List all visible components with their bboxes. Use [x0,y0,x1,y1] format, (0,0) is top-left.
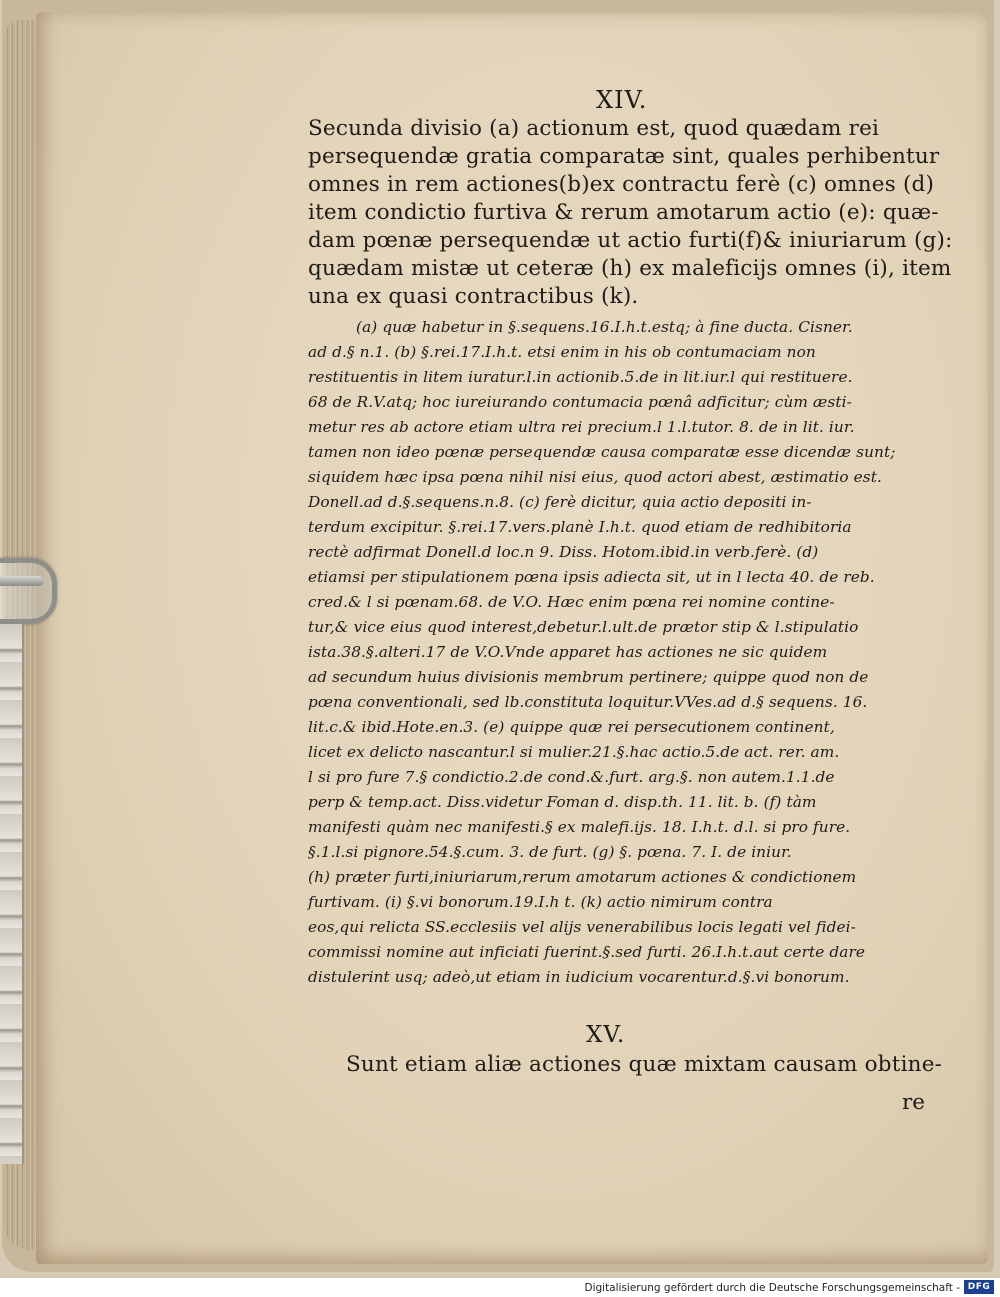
footnote-line: rectè adfirmat Donell.d loc.n 9. Diss. Hotom.ibid.in verb.ferè. (d) [308,543,819,561]
page-text [36,12,988,1264]
paper-clip [0,558,57,624]
body-line: una ex quasi contractibus (k). [308,284,639,309]
footnote-line: distulerint usq; adeò,ut etiam in iudicium vocarentur.d.§.vi bonorum. [308,968,850,986]
footnote-line: tur,& vice eius quod interest,debetur.l.ult.de prætor stip & l.stipulatio [308,618,859,636]
footnote-line: commissi nomine aut inficiati fuerint.§.sed furti. 26.I.h.t.aut certe dare [308,943,866,961]
footnote-line: §.1.l.si pignore.54.§.cum. 3. de furt. (g) §. pœna. 7. I. de iniur. [308,843,792,861]
footnote-line: licet ex delicto nascantur.l si mulier.21.§.hac actio.5.de act. rer. am. [308,743,840,761]
footnote-line: lit.c.& ibid.Hote.en.3. (e) quippe quæ rei persecutionem continent, [308,718,835,736]
footnote-line: etiamsi per stipulationem pœna ipsis adiecta sit, ut in l lecta 40. de reb. [308,568,875,586]
footnote-line: Donell.ad d.§.sequens.n.8. (c) ferè dicitur, quia actio depositi in- [308,493,812,511]
footnote-line: ad d.§ n.1. (b) §.rei.17.I.h.t. etsi enim in his ob contumaciam non [308,343,816,361]
footnote-line: 68 de R.V.atq; hoc iureiurando contumacia pœnâ adficitur; cùm æsti- [308,393,852,411]
body-line: omnes in rem actiones(b)ex contractu ferè (c) omnes (d) [308,172,935,197]
page-sheet [36,12,988,1264]
binding-tabs [0,624,24,1164]
footnote-line: (h) præter furti,iniuriarum,rerum amotarum actiones & condictionem [308,868,857,886]
footnote-line: pœna conventionali, sed lb.constituta loquitur.VVes.ad d.§ sequens. 16. [308,693,868,711]
footnote-line: perp & temp.act. Diss.videtur Foman d. disp.th. 11. lit. b. (f) tàm [308,793,817,811]
dfg-logo-icon: DFG [964,1280,994,1294]
paper-clip-bar [0,576,44,586]
footnote-line: metur res ab actore etiam ultra rei precium.l 1.l.tutor. 8. de in lit. iur. [308,418,855,436]
footnote-line: terdum excipitur. §.rei.17.vers.planè I.h.t. quod etiam de redhibitoria [308,518,852,536]
catchword: re [902,1090,926,1115]
footnote-line: manifesti quàm nec manifesti.§ ex malefi.ijs. 18. I.h.t. d.l. si pro fure. [308,818,851,836]
body-line: persequendæ gratia comparatæ sint, quales perhibentur [308,144,940,169]
body-line: Secunda divisio (a) actionum est, quod quædam rei [308,116,880,141]
page-number: XIV. [596,86,648,114]
footnote-line: tamen non ideo pœnæ persequendæ causa comparatæ esse dicendæ sunt; [308,443,896,461]
body-line: item condictio furtiva & rerum amotarum actio (e): quæ- [308,200,939,225]
footnote-line: cred.& l si pœnam.68. de V.O. Hæc enim pœna rei nomine contine- [308,593,835,611]
footer-credit: Digitalisierung gefördert durch die Deutsche Forschungsgemeinschaft - [584,1282,960,1294]
footnote-line: ista.38.§.alteri.17 de V.O.Vnde apparet has actiones ne sic quidem [308,643,828,661]
body-line: Sunt etiam aliæ actiones quæ mixtam causam obtine- [346,1052,943,1077]
section-heading: XV. [586,1022,626,1048]
body-line: dam pœnæ persequendæ ut actio furti(f)& iniuriarum (g): [308,228,953,253]
footnote-line: eos,qui relicta SS.ecclesiis vel alijs venerabilibus locis legati vel fidei- [308,918,856,936]
footnote-line: (a) quæ habetur in §.sequens.16.I.h.t.estq; à fine ducta. Cisner. [356,318,853,336]
footnote-line: siquidem hæc ipsa pœna nihil nisi eius, quod actori abest, æstimatio est. [308,468,882,486]
body-line: quædam mistæ ut ceteræ (h) ex maleficijs omnes (i), item [308,256,952,281]
footnote-line: furtivam. (i) §.vi bonorum.19.I.h t. (k) actio nimirum contra [308,893,773,911]
footnote-line: l si pro fure 7.§ condictio.2.de cond.&.furt. arg.§. non autem.1.1.de [308,768,835,786]
footnote-line: restituentis in litem iuratur.l.in actionib.5.de in lit.iur.l qui restituere. [308,368,853,386]
footnote-line: ad secundum huius divisionis membrum pertinere; quippe quod non de [308,668,869,686]
